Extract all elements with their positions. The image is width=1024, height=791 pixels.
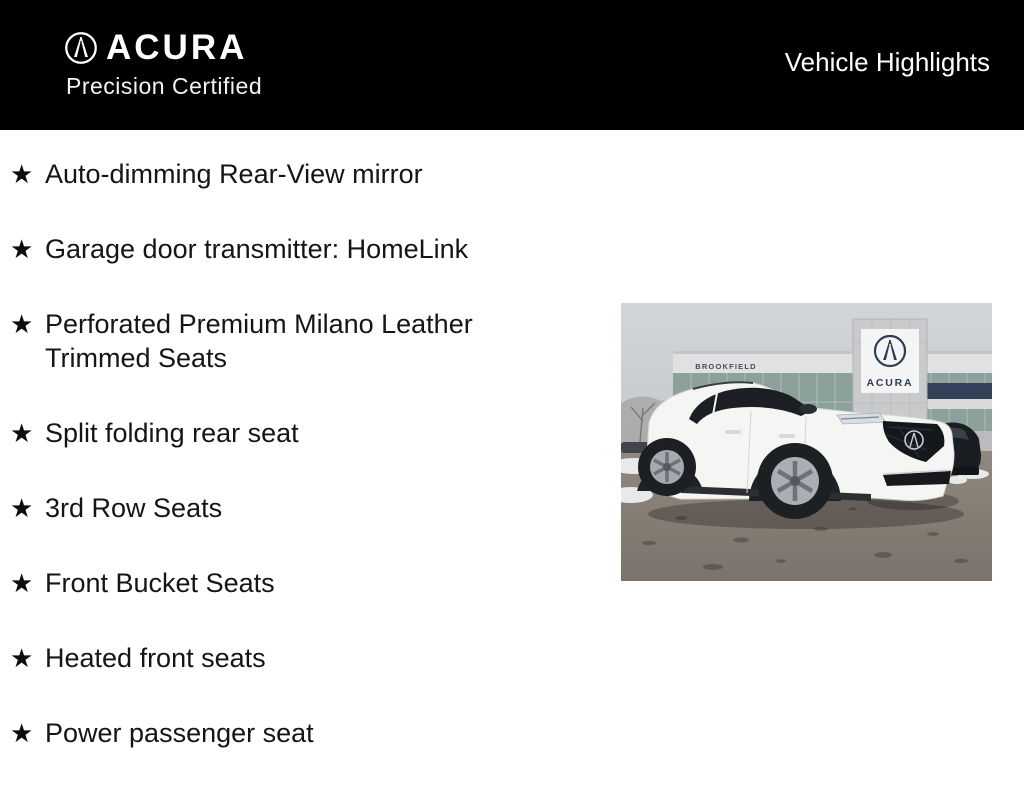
page-title: Vehicle Highlights xyxy=(784,46,990,77)
star-icon: ★ xyxy=(10,718,34,748)
feature-text: Perforated Premium Milano Leather Trimmed Seats xyxy=(45,309,473,373)
features-list xyxy=(10,157,560,791)
feature-item xyxy=(10,716,560,750)
rear-wheel xyxy=(638,438,696,496)
feature-item xyxy=(10,416,560,450)
pylon-brand-text: ACURA xyxy=(866,377,914,389)
feature-item xyxy=(10,157,560,191)
front-wheel xyxy=(757,443,833,519)
star-icon: ★ xyxy=(10,643,34,673)
star-icon: ★ xyxy=(10,493,34,523)
vehicle-photo-scene xyxy=(621,303,992,581)
star-icon: ★ xyxy=(10,418,34,448)
feature-text: Power passenger seat xyxy=(45,718,314,748)
feature-text: Split folding rear seat xyxy=(45,418,299,448)
vehicle-photo xyxy=(621,303,992,581)
feature-item xyxy=(10,491,560,525)
feature-text: Heated front seats xyxy=(45,643,266,673)
star-icon: ★ xyxy=(10,568,34,598)
feature-text: Front Bucket Seats xyxy=(45,568,275,598)
feature-text: 3rd Row Seats xyxy=(45,493,223,523)
feature-item xyxy=(10,641,560,675)
feature-item xyxy=(10,566,560,600)
acura-certified-logo xyxy=(64,30,262,100)
building-sign-text: BROOKFIELD xyxy=(695,362,757,371)
brand-name: ACURA xyxy=(106,28,248,67)
acura-emblem-icon xyxy=(64,30,98,66)
feature-text: Garage door transmitter: HomeLink xyxy=(45,234,469,264)
feature-item xyxy=(10,232,560,266)
star-icon: ★ xyxy=(10,234,34,264)
header-bar xyxy=(0,0,1024,130)
feature-text: Auto-dimming Rear-View mirror xyxy=(45,159,423,189)
feature-item xyxy=(10,307,560,375)
star-icon: ★ xyxy=(10,309,34,339)
brand-tagline: Precision Certified xyxy=(66,73,263,99)
star-icon: ★ xyxy=(10,159,34,189)
